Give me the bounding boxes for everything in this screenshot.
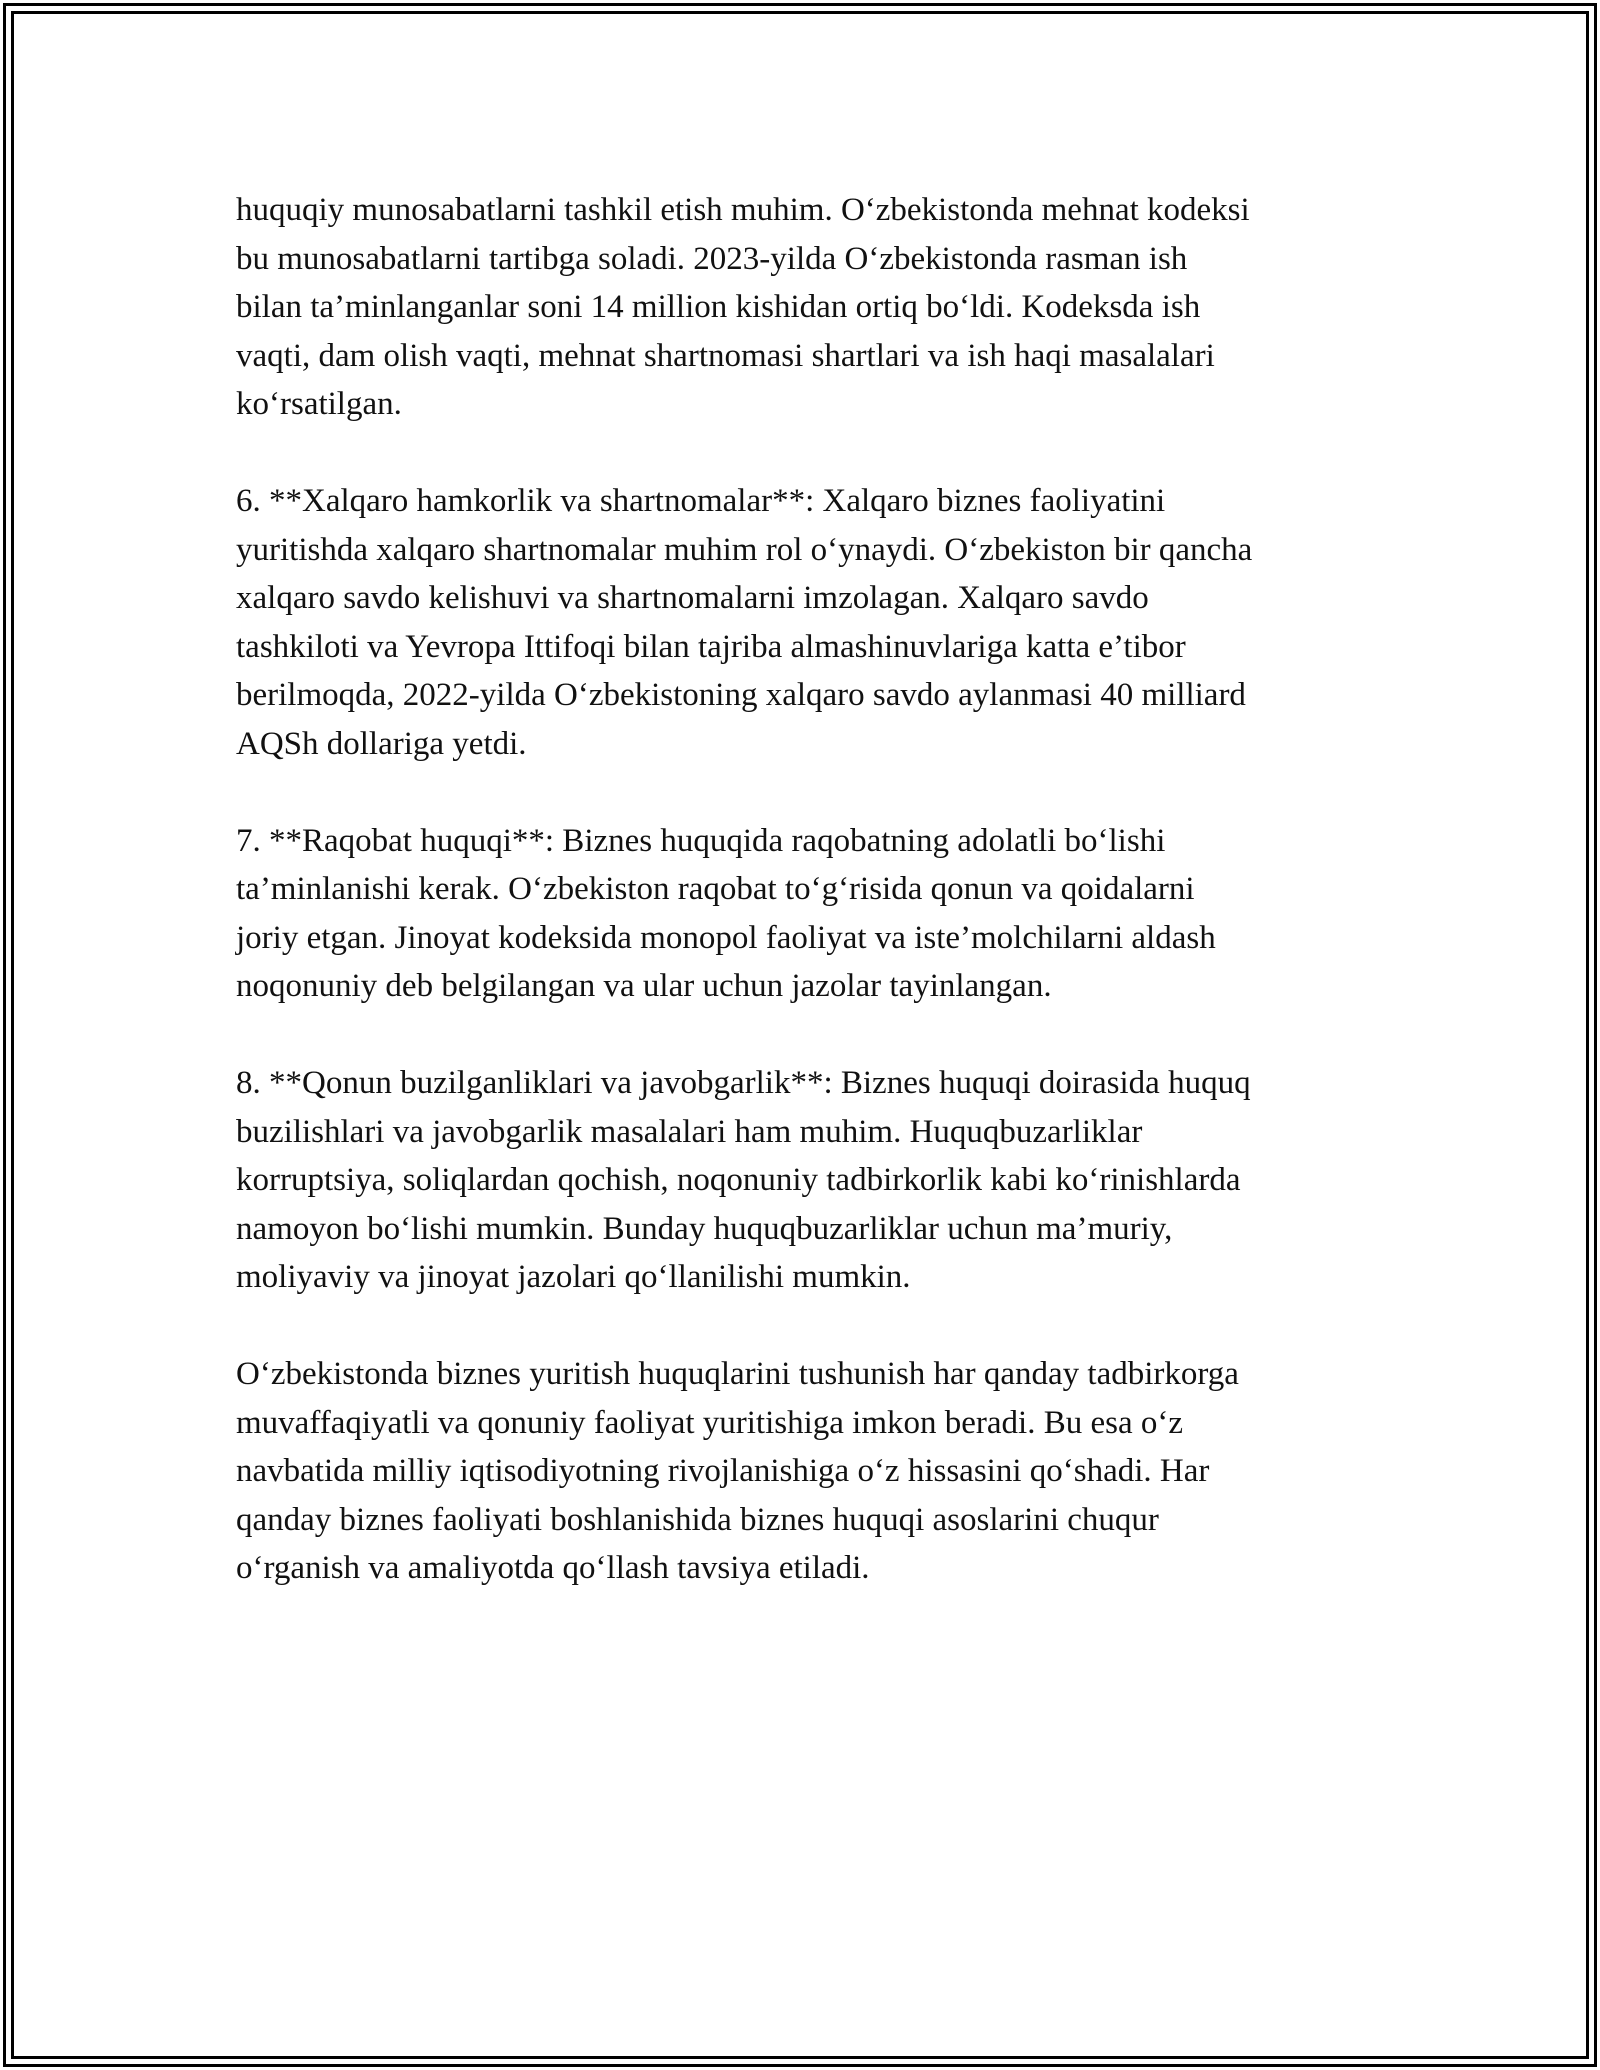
paragraph-international-cooperation: 6. **Xalqaro hamkorlik va shartnomalar**: Xalqaro biznes faoliyatini yuritishda xalqaro shartnomalar muhim rol o‘ynaydi. O‘zbekiston bir qancha xalqaro savdo kelishuvi va shartnomalarni imzolagan. Xalqaro savdo tashkiloti va Yevropa Ittifoqi bilan tajriba almashinuvlariga katta e’tibor berilmoqda, 2022-yilda O‘zbekistoning xalqaro savdo aylanmasi 40 milliard AQSh dollariga yetdi. (236, 483, 1253, 762)
paragraph-competition-law: 7. **Raqobat huquqi**: Biznes huquqida raqobatning adolatli bo‘lishi ta’minlanishi kerak. O‘zbekiston raqobat to‘g‘risida qonun va qoidalarni joriy etgan. Jinoyat kodeksida monopol faoliyat va iste’molchilarni aldash noqonuniy deb belgilangan va ular uchun jazolar tayinlangan. (236, 822, 1216, 1004)
paragraph-labor-relations: huquqiy munosabatlarni tashkil etish muhim. O‘zbekistonda mehnat kodeksi bu munosabatlarni tartibga soladi. 2023-yilda O‘zbekistonda rasman ish bilan ta’minlanganlar soni 14 million kishidan ortiq bo‘ldi. Kodeksda ish vaqti, dam olish vaqti, mehnat shartnomasi shartlari va ish haqi masalalari ko‘rsatilgan. (236, 192, 1250, 422)
document-body (236, 186, 1376, 1641)
paragraph-conclusion: O‘zbekistonda biznes yuritish huquqlarini tushunish har qanday tadbirkorga muvaffaqiyatli va qonuniy faoliyat yuritishiga imkon beradi. Bu esa o‘z navbatida milliy iqtisodiyotning rivojlanishiga o‘z hissasini qo‘shadi. Har qanday biznes faoliyati boshlanishida biznes huquqi asoslarini chuqur o‘rganish va amaliyotda qo‘llash tavsiya etiladi. (236, 1356, 1239, 1586)
paragraph-violations-liability: 8. **Qonun buzilganliklari va javobgarlik**: Biznes huquqi doirasida huquq buzilishlari va javobgarlik masalalari ham muhim. Huquqbuzarliklar korruptsiya, soliqlardan qochish, noqonuniy tadbirkorlik kabi ko‘rinishlarda namoyon bo‘lishi mumkin. Bunday huquqbuzarliklar uchun ma’muriy, moliyaviy va jinoyat jazolari qo‘llanilishi mumkin. (236, 1065, 1251, 1295)
